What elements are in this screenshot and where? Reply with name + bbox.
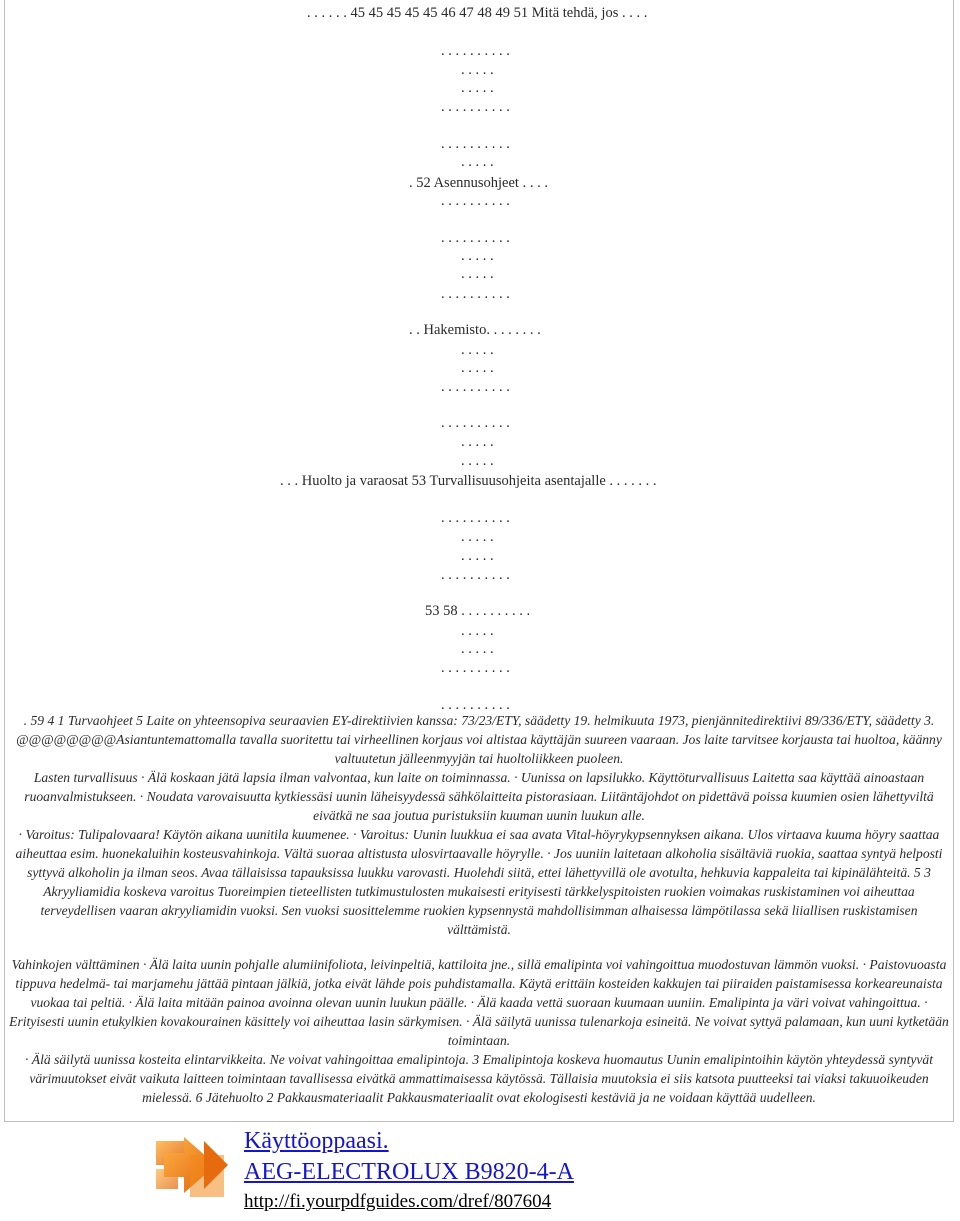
- footer-url-link[interactable]: http://fi.yourpdfguides.com/dref/807604: [244, 1191, 552, 1212]
- toc-line: . . . . .: [461, 529, 494, 545]
- toc-line: . . . . . . . . . .: [441, 43, 510, 59]
- toc-line: . 52 Asennusohjeet . . . .: [409, 175, 548, 191]
- toc-line: . . . . .: [461, 62, 494, 78]
- toc-line: . . . . . . . . . .: [441, 510, 510, 526]
- toc-line: . . . . .: [461, 623, 494, 639]
- toc-line: . . . . . . . . . .: [441, 379, 510, 395]
- toc-line: . . . . .: [461, 548, 494, 564]
- toc-line: . . . . . . . . . .: [441, 99, 510, 115]
- toc-line: . . . . . . . . . .: [441, 660, 510, 676]
- footer-title-link[interactable]: Käyttöoppaasi.: [244, 1128, 389, 1154]
- toc-line: . . . . .: [461, 342, 494, 358]
- toc-line: . . . . .: [461, 641, 494, 657]
- enamel-disposal-paragraph: · Älä säilytä uunissa kosteita elintarvikkeita. Ne voivat vahingoittaa emalipintoja. 3 Emalipintoja koskeva huomautus Uunin emalipintoihin käytön yhteydessä syntyvät värimuutokset eivät vaikuta laitteen toimintaan tavallisessa eivätkä ammattimaisessa käytössä. Tällaisia muutoksia ei siis katsota puutteeksi tai viaksi takuuoikeuden mielessä. 6 Jätehuolto 2 Pakkausmateriaalit Pakkausmateriaalit ovat ekologisesti kestäviä ja ne voidaan käyttää uudelleen.: [25, 1052, 933, 1105]
- toc-line: . . . . . . 45 45 45 45 45 46 47 48 49 51 Mitä tehdä, jos . . . .: [307, 5, 648, 21]
- document-body: [7, 711, 951, 1107]
- damage-prevention-paragraph: Vahinkojen välttäminen · Älä laita uunin pohjalle alumiinifoliota, leivinpeltiä, kattiloita jne., sillä emalipinta voi vahingoittua muodostuvan lämmön vuoksi. · Paistovuoasta tippuva hedelmä- tai marjamehu jättää pintaan jälkiä, jotka eivät lähde pois puhdistamalla. Käytä erittäin kosteiden kakkujen tai piiraiden paistamisessa korkeareunaista vuokaa tai peltiä. · Älä laita mitään painoa avoinna olevan uunin luukun päälle. · Älä kaada vettä suoraan kuumaan uuniin. Emalipinta ja väri voivat vahingoittua. · Erityisesti uunin etukylkien kovakourainen käsittely voi aiheuttaa lasin särkymisen. · Älä säilytä uunissa tulenarkoja esineitä. Ne voivat syttyä palamaan, kun uuni kytketään toimintaan.: [9, 957, 949, 1048]
- toc-line: . . . . . . . . . .: [441, 567, 510, 583]
- toc-line: . . . . .: [461, 80, 494, 96]
- toc-line: . . . . . . . . . .: [441, 697, 510, 713]
- toc-line: 53 58 . . . . . . . . . .: [425, 603, 531, 619]
- warnings-paragraph: · Varoitus: Tulipalovaara! Käytön aikana uunitila kuumenee. · Varoitus: Uunin luukkua ei saa avata Vital-höyrykypsennyksen aikana. Ulos virtaava kuuma höyry saattaa aiheuttaa esim. huonekaluihin kosteusvahinkoja. Vältä suoraa altistusta ulosvirtaavalle höyrylle. · Jos uuniin laitetaan alkoholia sisältäviä ruokia, saattaa syntyä helposti syttyvä alkoholin ja ilman seos. Avaa tällaisissa tapauksissa luukku varovasti. Huolehdi siitä, ettei lähettyvillä ole avotulta, hehkuvia kappaleita tai kipinälähteitä. 5 3 Akryyliamidia koskeva varoitus Tuoreimpien tieteellisten tutkimustulosten mukaisesti erityisesti tärkkelyspitoisten ruokien voimakas ruskistaminen voi aiheuttaa terveydellisen vaaran akryyliamidin vuoksi. Sen vuoksi suosittelemme ruokien kypsennystä mahdollisimman alhaisessa lämpötilassa sekä liiallisen ruskistamisen välttämistä.: [15, 827, 943, 937]
- child-safety-paragraph: Lasten turvallisuus · Älä koskaan jätä lapsia ilman valvontaa, kun laite on toiminnassa. · Uunissa on lapsilukko. Käyttöturvallisuus Laitetta saa käyttää ainoastaan ruoanvalmistukseen. · Noudata varovaisuutta kytkiessäsi uunin läheisyydessä sähkölaitteita pistorasiaan. Liitäntäjohdot on pidettävä poissa kuumien osien lähettyviltä eivätkä ne saa joutua puristuksiin kuuman uunin luukun alle.: [24, 770, 934, 823]
- toc-line: . . . . . . . . . .: [441, 415, 510, 431]
- toc-line: . . . . .: [461, 360, 494, 376]
- toc-line: . . . . . . . . . .: [441, 136, 510, 152]
- footer-model-link[interactable]: AEG-ELECTROLUX B9820-4-A: [244, 1159, 574, 1185]
- toc-line: . . . . . . . . . .: [441, 286, 510, 302]
- toc-line: . . . . . . . . . .: [441, 193, 510, 209]
- toc-line: . . . Huolto ja varaosat 53 Turvallisuusohjeita asentajalle . . . . . . .: [280, 473, 657, 489]
- toc-line: . . Hakemisto. . . . . . . .: [409, 322, 541, 338]
- toc-line: . . . . .: [461, 266, 494, 282]
- manual-arrow-logo-icon: [150, 1127, 232, 1207]
- toc-line: . . . . . . . . . .: [441, 230, 510, 246]
- toc-line: . . . . .: [461, 434, 494, 450]
- toc-line: . . . . .: [461, 453, 494, 469]
- toc-line: . . . . .: [461, 154, 494, 170]
- safety-intro-paragraph: . 59 4 1 Turvaohjeet 5 Laite on yhteensopiva seuraavien EY-direktiivien kanssa: 73/23/ETY, säädetty 19. helmikuuta 1973, pienjännitedirektiivi 89/336/ETY, säädetty 3. @@@@@@@@Asiantuntemattomalla tavalla suoritettu tai virheellinen korjaus voi altistaa käyttäjän suureen vaaraan. Jos laite tarvitsee korjausta tai huoltoa, käänny valtuutetun jälleenmyyjän tai huoltoliikkeen puoleen.: [16, 713, 942, 766]
- toc-line: . . . . .: [461, 248, 494, 264]
